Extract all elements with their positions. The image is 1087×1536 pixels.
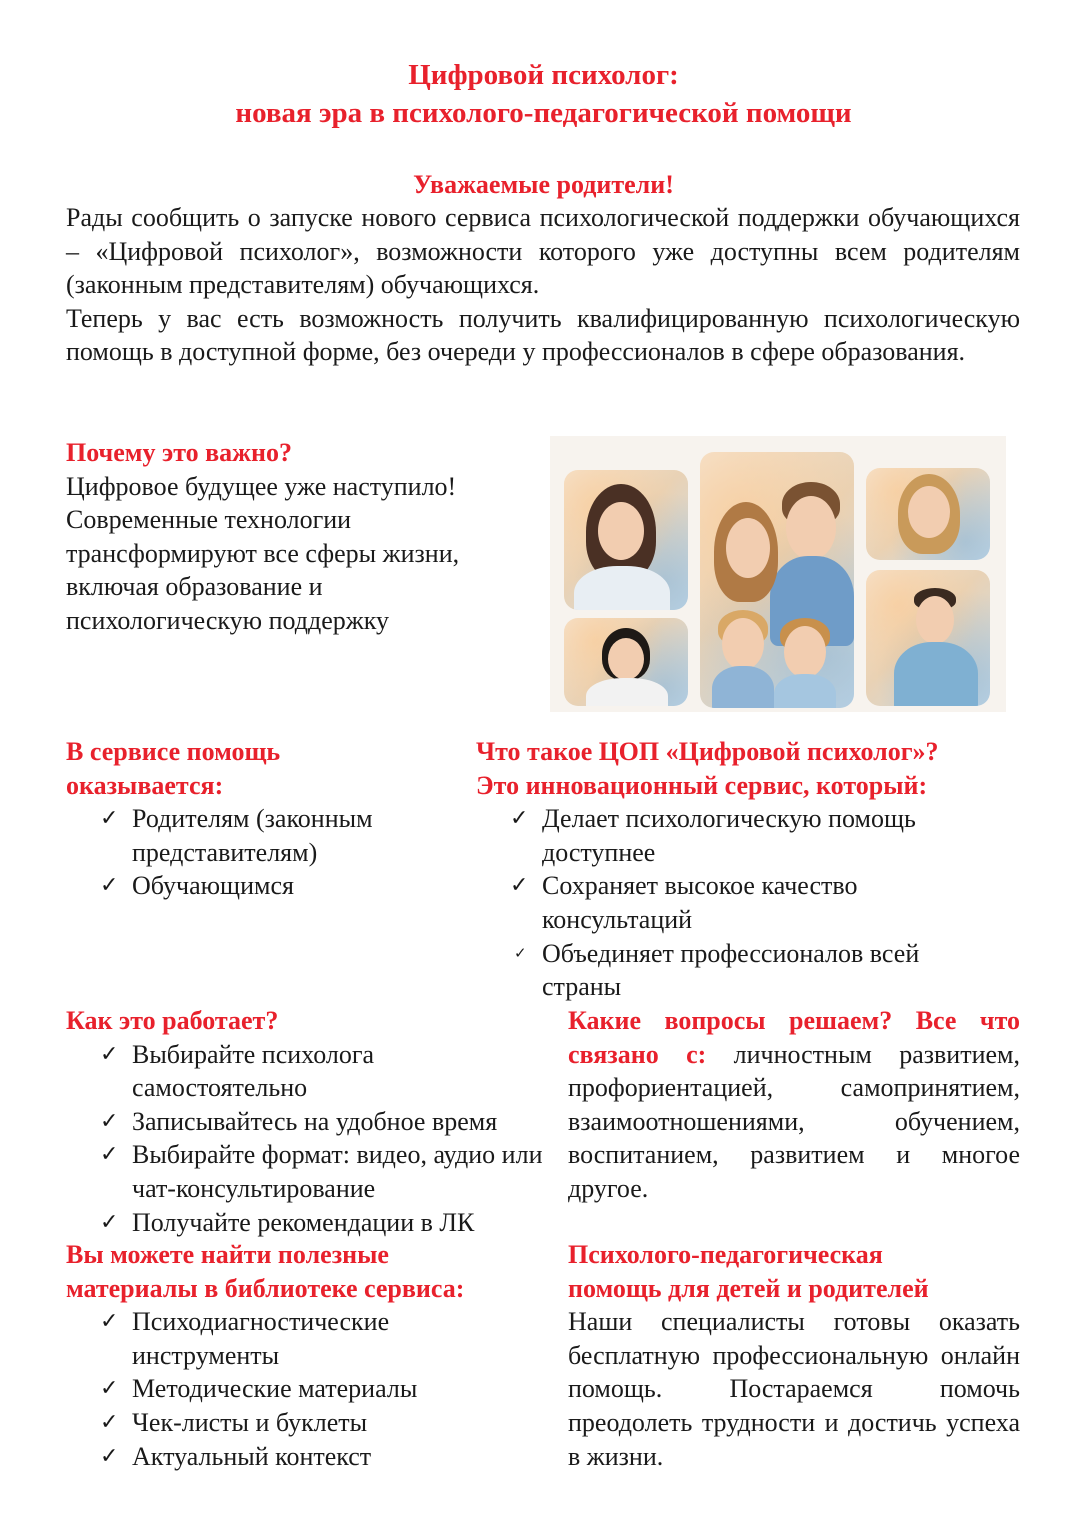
list-item: ✓ Получайте рекомендации в ЛК <box>66 1206 556 1240</box>
why-line-1: Цифровое будущее уже наступило! <box>66 471 457 501</box>
ppp-heading-line-1: Психолого-педагогическая <box>568 1240 883 1269</box>
questions-section <box>568 1004 1020 1206</box>
check-icon: ✓ <box>100 1041 119 1067</box>
asian-woman-portrait <box>564 618 688 706</box>
intro-paragraph-1: Рады сообщить о запуске нового сервиса психологической поддержки обучающихся – «Цифровой психолог», возможности которого уже доступны всем родителям (законным представителям) обучающихся. <box>66 203 1020 300</box>
list-item: ✓ Сохраняет высокое качество консультаций <box>510 871 858 934</box>
greeting: Уважаемые родители! <box>413 170 674 199</box>
ppp-text: Наши специалисты готовы оказать бесплатную профессиональную онлайн помощь. Постараемся помочь преодолеть трудности и достичь успеха в жизни. <box>568 1307 1020 1471</box>
list-item: ✓ Обучающимся <box>66 869 486 903</box>
what-section <box>476 735 1036 1004</box>
help-heading-line-2: оказывается: <box>66 770 224 800</box>
why-line-4: включая образование и <box>66 572 323 602</box>
page-title <box>0 56 1087 132</box>
list-item: ✓ Чек-листы и буклеты <box>66 1406 556 1440</box>
why-heading: Почему это важно? <box>66 438 293 467</box>
how-heading: Как это работает? <box>66 1006 279 1035</box>
check-icon: ✓ <box>100 806 119 832</box>
list-item: ✓ Методические материалы <box>66 1372 556 1406</box>
list-item: ✓ Родителям (законным представителям) <box>100 804 373 867</box>
what-list <box>476 802 1036 1004</box>
check-icon: ✓ <box>514 943 527 962</box>
why-line-5: психологическую поддержку <box>66 605 389 635</box>
check-icon: ✓ <box>100 1309 119 1335</box>
why-section <box>66 436 536 638</box>
library-section <box>66 1238 556 1473</box>
check-icon: ✓ <box>100 1376 119 1402</box>
check-icon: ✓ <box>100 1443 119 1469</box>
library-heading-line-1: Вы можете найти полезные <box>66 1240 389 1269</box>
check-icon: ✓ <box>100 1209 119 1235</box>
check-icon: ✓ <box>510 806 529 832</box>
intro-text <box>66 201 1020 369</box>
intro-paragraph-2: Теперь у вас есть возможность получить квалифицированную психологическую помощь в доступной форме, без очереди у профессионалов в сфере образования. <box>66 303 1020 367</box>
list-item: ✓ Делает психологическую помощь доступнее <box>510 804 916 867</box>
help-list <box>66 802 486 903</box>
list-item: ✓ Выбирайте психолога самостоятельно <box>100 1039 375 1103</box>
title-line-2: новая эра в психолого-педагогической помощи <box>235 97 852 129</box>
title-line-1: Цифровой психолог: <box>408 59 679 91</box>
list-item: ✓ Выбирайте формат: видео, аудио или чат-консультирование <box>100 1140 543 1203</box>
family-collage-image <box>550 436 1006 712</box>
check-icon: ✓ <box>100 1142 119 1168</box>
what-heading-line-1: Что такое ЦОП «Цифровой психолог»? <box>476 737 939 766</box>
questions-text: личностным развитием, профориентацией, самопринятием, взаимоотношениями, обучением, воспитанием, развитием и многое другое. <box>568 1039 1020 1203</box>
library-list <box>66 1305 556 1473</box>
ppp-heading-line-2: помощь для детей и родителей <box>568 1273 929 1303</box>
help-heading-line-1: В сервисе помощь <box>66 737 281 766</box>
library-heading-line-2: материалы в библиотеке сервиса: <box>66 1273 465 1303</box>
check-icon: ✓ <box>100 873 119 899</box>
ppp-section <box>568 1238 1020 1473</box>
man-with-laptop-portrait <box>866 570 990 706</box>
how-section <box>66 1004 556 1239</box>
how-list <box>66 1038 556 1240</box>
check-icon: ✓ <box>510 873 529 899</box>
list-item: ✓ Психодиагностические инструменты <box>100 1307 390 1370</box>
check-icon: ✓ <box>100 1409 119 1435</box>
why-line-2: Современные технологии <box>66 505 352 535</box>
questions-lead: Какие вопросы решаем? Все что связано с: <box>568 1006 1020 1069</box>
help-section <box>66 735 486 903</box>
check-icon: ✓ <box>100 1108 119 1134</box>
what-heading-line-2: Это инновационный сервис, который: <box>476 770 928 800</box>
list-item: ✓ Объединяет профессионалов всей страны <box>514 938 920 1002</box>
list-item: ✓ Записывайтесь на удобное время <box>66 1105 556 1139</box>
blonde-woman-portrait <box>866 468 990 560</box>
why-line-3: трансформируют все сферы жизни, <box>66 538 460 568</box>
family-portrait <box>700 452 854 708</box>
list-item: ✓ Актуальный контекст <box>66 1440 556 1474</box>
psychologist-woman-portrait <box>564 470 688 610</box>
